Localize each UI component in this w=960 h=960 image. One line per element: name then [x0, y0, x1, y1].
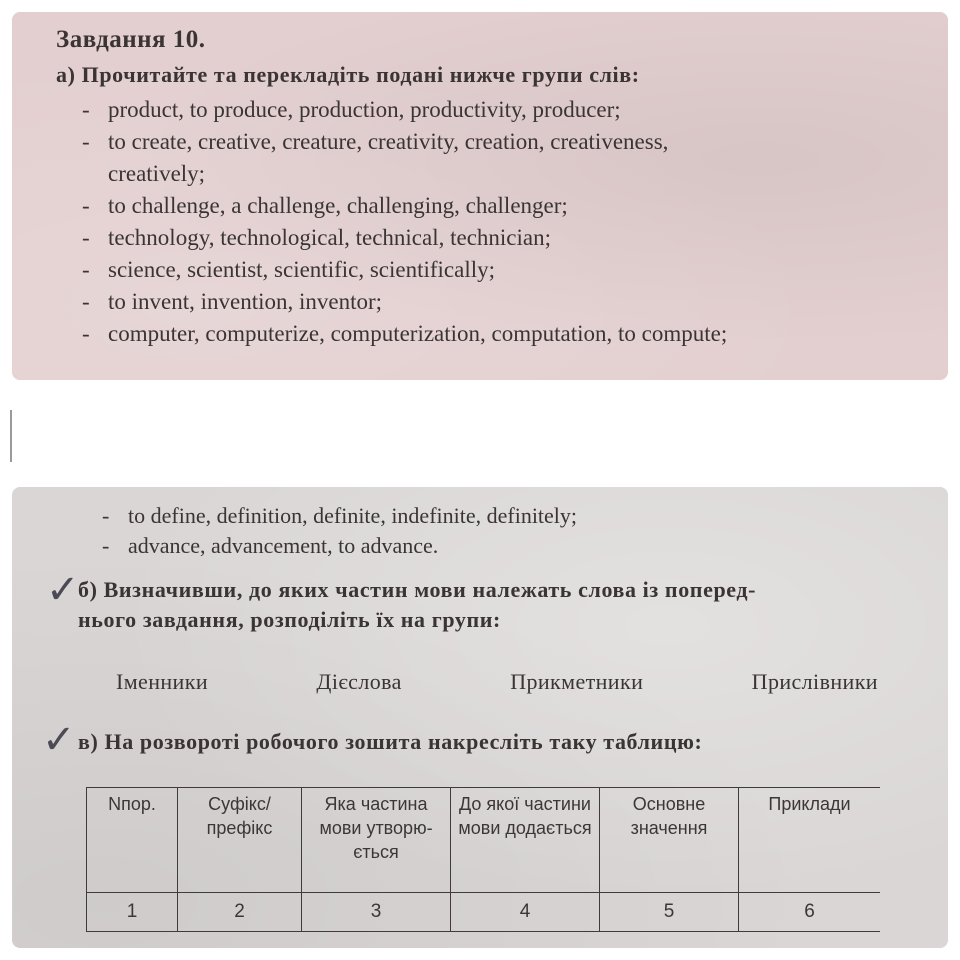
section-b-heading-line2: нього завдання, розподіліть їх на групи:: [78, 607, 501, 632]
divider-mark: [10, 410, 12, 462]
word-group: - to invent, invention, inventor;: [56, 286, 908, 318]
pos-adverbs: Прислівники: [751, 669, 878, 694]
pos-adjectives: Прикметники: [510, 669, 644, 694]
word-group: - technology, technological, technical, technician;: [56, 222, 908, 254]
table-header-row: [87, 788, 881, 893]
checkmark-icon: ✓: [46, 567, 80, 613]
bottom-page-photo: [12, 487, 948, 948]
table-cell: 2: [178, 893, 302, 932]
table-cell: 3: [302, 893, 451, 932]
section-b: [46, 567, 908, 635]
word-group-list-continued: [52, 501, 908, 561]
word-group-continuation: creatively;: [108, 161, 206, 186]
checkmark-icon: ✓: [42, 717, 76, 763]
word-group-list: [56, 94, 908, 350]
pos-verbs: Дієслова: [316, 669, 402, 694]
table-header-cell: Nпор.: [87, 788, 178, 893]
task-title: Завдання 10.: [56, 26, 206, 53]
table-cell: 5: [600, 893, 739, 932]
word-group: - computer, computerize, computerization, computation, to compute;: [56, 318, 908, 350]
word-group: - product, to produce, production, productivity, producer;: [56, 94, 908, 126]
table-cell: 6: [739, 893, 881, 932]
parts-of-speech-row: [116, 669, 878, 695]
word-group: - to define, definition, definite, indefinite, definitely;: [52, 501, 908, 531]
pos-nouns: Іменники: [116, 669, 208, 694]
table-cell: 4: [451, 893, 600, 932]
word-group: - to create, creative, creature, creativity, creation, creativeness,: [56, 126, 908, 158]
table-header-cell: Приклади: [739, 788, 881, 893]
section-b-heading-line1: б) Визначивши, до яких частин мови належать слова із поперед-: [78, 577, 757, 602]
table-row: [87, 893, 881, 932]
table-cell: 1: [87, 893, 178, 932]
top-page-photo: [12, 12, 948, 380]
section-a-heading: а) Прочитайте та перекладіть подані нижче групи слів:: [56, 62, 640, 87]
table-header-cell: Суфікс/ префікс: [178, 788, 302, 893]
table-header-cell: До якої частини мови додається: [451, 788, 600, 893]
word-group: - to challenge, a challenge, challenging, challenger;: [56, 190, 908, 222]
section-c: [42, 717, 908, 763]
word-formation-table: [86, 787, 880, 932]
table-header-cell: Основне значення: [600, 788, 739, 893]
section-c-heading: в) На розвороті робочого зошита накресліть таку таблицю:: [78, 729, 703, 754]
word-group: - science, scientist, scientific, scientifically;: [56, 254, 908, 286]
table-header-cell: Яка частина мови утворю- ється: [302, 788, 451, 893]
word-group: - advance, advancement, to advance.: [52, 531, 908, 561]
